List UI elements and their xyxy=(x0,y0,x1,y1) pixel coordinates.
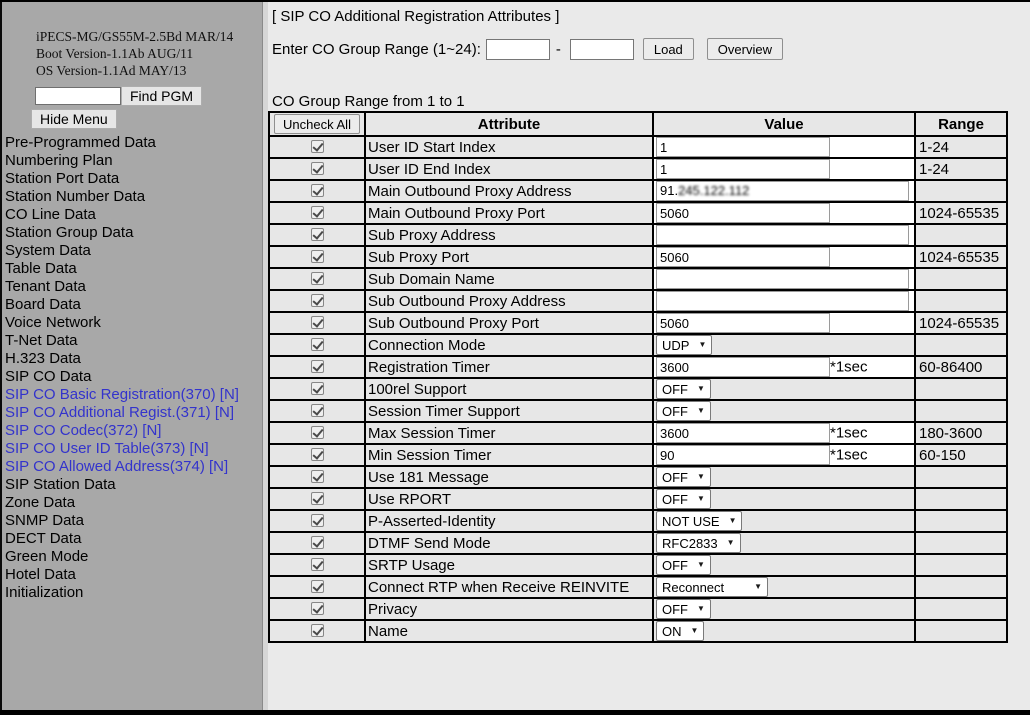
range-value: 1-24 xyxy=(915,136,1007,158)
value-cell xyxy=(653,378,915,400)
attribute-label: P-Asserted-Identity xyxy=(365,510,653,532)
select-value: Reconnect xyxy=(662,579,725,595)
value-select[interactable] xyxy=(656,379,711,399)
attribute-label: Sub Proxy Address xyxy=(365,224,653,246)
sidebar-item[interactable]: System Data xyxy=(5,242,91,259)
table-row xyxy=(269,136,1007,158)
sidebar-item[interactable]: CO Line Data xyxy=(5,206,96,223)
table-row xyxy=(269,356,1007,378)
sidebar xyxy=(0,2,262,710)
checkbox-cell xyxy=(269,334,365,356)
row-checkbox[interactable] xyxy=(311,162,324,175)
hide-menu-button[interactable]: Hide Menu xyxy=(31,109,117,129)
value-cell xyxy=(653,532,915,554)
checkbox-cell xyxy=(269,532,365,554)
value-input[interactable] xyxy=(656,423,830,443)
sidebar-item[interactable]: Green Mode xyxy=(5,548,89,565)
table-row xyxy=(269,598,1007,620)
sidebar-item[interactable]: SNMP Data xyxy=(5,512,84,529)
range-value: 1024-65535 xyxy=(915,312,1007,334)
checkbox-cell xyxy=(269,268,365,290)
value-column-header: Value xyxy=(653,112,915,136)
attribute-label: Use RPORT xyxy=(365,488,653,510)
value-cell xyxy=(653,488,915,510)
range-value: 60-150 xyxy=(915,444,1007,466)
range-value xyxy=(915,224,1007,246)
attribute-label: Connect RTP when Receive REINVITE xyxy=(365,576,653,598)
row-checkbox[interactable] xyxy=(311,448,324,461)
range-column-header: Range xyxy=(915,112,1007,136)
find-pgm-button[interactable]: Find PGM xyxy=(121,86,202,106)
table-row xyxy=(269,312,1007,334)
checkbox-cell xyxy=(269,378,365,400)
value-cell xyxy=(653,268,915,290)
sidebar-item[interactable]: SIP CO Allowed Address(374) [N] xyxy=(5,458,229,475)
value-input[interactable] xyxy=(656,159,830,179)
table-row xyxy=(269,422,1007,444)
unit-label: *1sec xyxy=(830,424,868,442)
value-cell xyxy=(653,224,915,246)
value-input[interactable] xyxy=(656,269,909,289)
table-row xyxy=(269,378,1007,400)
checkbox-cell xyxy=(269,422,365,444)
checkbox-cell xyxy=(269,400,365,422)
value-cell xyxy=(653,598,915,620)
dropdown-arrow-icon: ▼ xyxy=(697,384,705,393)
sidebar-item[interactable]: SIP CO Basic Registration(370) [N] xyxy=(5,386,239,403)
sidebar-item[interactable]: Initialization xyxy=(5,584,84,601)
sidebar-item[interactable]: Station Number Data xyxy=(5,188,146,205)
row-checkbox[interactable] xyxy=(311,492,324,505)
value-input[interactable] xyxy=(656,137,830,157)
checkbox-cell xyxy=(269,158,365,180)
select-value: OFF xyxy=(662,491,688,507)
dropdown-arrow-icon: ▼ xyxy=(697,560,705,569)
range-caption: CO Group Range from 1 to 1 xyxy=(272,93,465,110)
device-info xyxy=(36,28,262,79)
attribute-label: Sub Proxy Port xyxy=(365,246,653,268)
select-value: ON xyxy=(662,623,682,639)
value-select[interactable] xyxy=(656,335,712,355)
range-value xyxy=(915,554,1007,576)
value-cell xyxy=(653,510,915,532)
row-checkbox[interactable] xyxy=(311,624,324,637)
value-input[interactable] xyxy=(656,291,909,311)
attribute-label: Connection Mode xyxy=(365,334,653,356)
row-checkbox[interactable] xyxy=(311,580,324,593)
checkbox-cell xyxy=(269,576,365,598)
select-value: OFF xyxy=(662,469,688,485)
row-checkbox[interactable] xyxy=(311,536,324,549)
value-select[interactable] xyxy=(656,489,711,509)
load-button[interactable]: Load xyxy=(643,38,694,60)
table-row xyxy=(269,290,1007,312)
range-value: 1024-65535 xyxy=(915,246,1007,268)
checkbox-cell xyxy=(269,554,365,576)
sidebar-item[interactable]: SIP Station Data xyxy=(5,476,116,493)
attribute-label: Main Outbound Proxy Address xyxy=(365,180,653,202)
checkbox-cell xyxy=(269,598,365,620)
value-cell xyxy=(653,554,915,576)
uncheck-all-button[interactable]: Uncheck All xyxy=(274,114,360,134)
row-checkbox[interactable] xyxy=(311,140,324,153)
range-value xyxy=(915,620,1007,642)
value-cell xyxy=(653,290,915,312)
sidebar-item[interactable]: SIP CO User ID Table(373) [N] xyxy=(5,440,209,457)
range-value: 1-24 xyxy=(915,158,1007,180)
attribute-label: Privacy xyxy=(365,598,653,620)
device-model: iPECS-MG/GS55M-2.5Bd MAR/14 xyxy=(36,29,234,44)
checkbox-cell xyxy=(269,444,365,466)
value-cell xyxy=(653,334,915,356)
row-checkbox[interactable] xyxy=(311,558,324,571)
dropdown-arrow-icon: ▼ xyxy=(697,406,705,415)
value-cell xyxy=(653,422,915,444)
dropdown-arrow-icon: ▼ xyxy=(728,516,737,525)
sidebar-item[interactable]: Voice Network xyxy=(5,314,101,331)
value-visible-text: 91. xyxy=(660,183,679,198)
attribute-column-header: Attribute xyxy=(365,112,653,136)
range-value xyxy=(915,532,1007,554)
row-checkbox[interactable] xyxy=(311,228,324,241)
checkbox-cell xyxy=(269,290,365,312)
range-value xyxy=(915,488,1007,510)
dropdown-arrow-icon: ▼ xyxy=(697,604,705,613)
table-row xyxy=(269,444,1007,466)
table-row xyxy=(269,202,1007,224)
row-checkbox[interactable] xyxy=(311,382,324,395)
sidebar-item[interactable]: Pre-Programmed Data xyxy=(5,134,156,151)
unit-label: *1sec xyxy=(830,446,868,464)
checkbox-cell xyxy=(269,202,365,224)
window-bottom-edge xyxy=(0,710,1030,715)
window-top-edge xyxy=(0,0,1030,2)
checkbox-cell xyxy=(269,136,365,158)
sidebar-item[interactable]: Numbering Plan xyxy=(5,152,113,169)
page-title: [ SIP CO Additional Registration Attributes ] xyxy=(272,8,560,25)
table-row xyxy=(269,224,1007,246)
value-input[interactable] xyxy=(656,357,830,377)
checkbox-cell xyxy=(269,246,365,268)
table-row xyxy=(269,466,1007,488)
sidebar-item[interactable]: Station Port Data xyxy=(5,170,120,187)
sidebar-item[interactable]: Board Data xyxy=(5,296,81,313)
table-row xyxy=(269,510,1007,532)
range-value: 180-3600 xyxy=(915,422,1007,444)
os-version: OS Version-1.1Ad MAY/13 xyxy=(36,63,187,78)
value-select[interactable] xyxy=(656,599,711,619)
sidebar-item[interactable]: H.323 Data xyxy=(5,350,81,367)
find-pgm-input[interactable] xyxy=(35,87,121,105)
main-content xyxy=(268,2,1030,710)
value-select[interactable] xyxy=(656,533,741,553)
checkbox-cell xyxy=(269,466,365,488)
sidebar-item[interactable]: Station Group Data xyxy=(5,224,134,241)
attribute-label: User ID Start Index xyxy=(365,136,653,158)
row-checkbox[interactable] xyxy=(311,426,324,439)
value-select[interactable] xyxy=(656,467,711,487)
table-row xyxy=(269,246,1007,268)
value-cell xyxy=(653,444,915,466)
row-checkbox[interactable] xyxy=(311,514,324,527)
row-checkbox[interactable] xyxy=(311,272,324,285)
attribute-label: Session Timer Support xyxy=(365,400,653,422)
row-checkbox[interactable] xyxy=(311,184,324,197)
value-input[interactable] xyxy=(656,181,909,201)
value-cell xyxy=(653,576,915,598)
sidebar-item[interactable]: SIP CO Data xyxy=(5,368,92,385)
value-cell xyxy=(653,466,915,488)
range-separator: - xyxy=(555,40,561,58)
dropdown-arrow-icon: ▼ xyxy=(697,494,705,503)
row-checkbox[interactable] xyxy=(311,360,324,373)
value-select[interactable] xyxy=(656,401,711,421)
dropdown-arrow-icon: ▼ xyxy=(690,626,699,635)
value-input[interactable] xyxy=(656,225,909,245)
value-cell xyxy=(653,400,915,422)
boot-version: Boot Version-1.1Ab AUG/11 xyxy=(36,46,194,61)
checkbox-cell xyxy=(269,488,365,510)
range-value xyxy=(915,334,1007,356)
sidebar-item[interactable]: Tenant Data xyxy=(5,278,86,295)
table-row xyxy=(269,620,1007,642)
dropdown-arrow-icon: ▼ xyxy=(726,538,735,547)
value-cell xyxy=(653,158,915,180)
attribute-label: User ID End Index xyxy=(365,158,653,180)
attribute-label: Sub Outbound Proxy Port xyxy=(365,312,653,334)
checkbox-cell xyxy=(269,180,365,202)
value-cell xyxy=(653,180,915,202)
range-value xyxy=(915,268,1007,290)
redacted-text: 245.122.112 xyxy=(678,183,750,198)
range-value xyxy=(915,290,1007,312)
table-row xyxy=(269,180,1007,202)
row-checkbox[interactable] xyxy=(311,602,324,615)
sidebar-item[interactable]: T-Net Data xyxy=(5,332,78,349)
table-header-row xyxy=(269,112,1007,136)
checkbox-cell xyxy=(269,356,365,378)
dropdown-arrow-icon: ▼ xyxy=(754,582,762,591)
checkbox-cell xyxy=(269,510,365,532)
value-cell xyxy=(653,620,915,642)
overview-button[interactable]: Overview xyxy=(707,38,783,60)
table-row xyxy=(269,158,1007,180)
attribute-label: Registration Timer xyxy=(365,356,653,378)
find-pgm-row xyxy=(35,86,262,106)
checkbox-cell xyxy=(269,620,365,642)
range-value xyxy=(915,466,1007,488)
sidebar-item[interactable]: Table Data xyxy=(5,260,77,277)
range-value: 1024-65535 xyxy=(915,202,1007,224)
value-input[interactable] xyxy=(656,247,830,267)
attribute-label: Name xyxy=(365,620,653,642)
range-value: 60-86400 xyxy=(915,356,1007,378)
table-row xyxy=(269,268,1007,290)
row-checkbox[interactable] xyxy=(311,206,324,219)
attributes-table xyxy=(268,111,1008,643)
table-row xyxy=(269,488,1007,510)
table-row xyxy=(269,554,1007,576)
dropdown-arrow-icon: ▼ xyxy=(698,340,707,349)
attribute-label: Use 181 Message xyxy=(365,466,653,488)
select-value: UDP xyxy=(662,337,690,353)
range-form-label: Enter CO Group Range (1~24): xyxy=(272,40,481,58)
checkbox-cell xyxy=(269,312,365,334)
attribute-label: 100rel Support xyxy=(365,378,653,400)
attribute-label: Sub Outbound Proxy Address xyxy=(365,290,653,312)
value-select[interactable] xyxy=(656,511,742,531)
value-cell xyxy=(653,136,915,158)
value-input[interactable] xyxy=(656,203,830,223)
sidebar-menu xyxy=(5,134,245,602)
select-value: OFF xyxy=(662,381,688,397)
value-cell xyxy=(653,202,915,224)
range-value xyxy=(915,400,1007,422)
range-from-input[interactable] xyxy=(486,39,550,60)
select-value: RFC2833 xyxy=(662,535,718,551)
table-row xyxy=(269,532,1007,554)
attributes-table-body xyxy=(269,136,1007,642)
table-row xyxy=(269,576,1007,598)
attribute-label: Min Session Timer xyxy=(365,444,653,466)
unit-label: *1sec xyxy=(830,358,868,376)
attribute-label: SRTP Usage xyxy=(365,554,653,576)
uncheck-all-cell xyxy=(269,112,365,136)
value-select[interactable] xyxy=(656,577,768,597)
range-value xyxy=(915,576,1007,598)
attribute-label: DTMF Send Mode xyxy=(365,532,653,554)
table-row xyxy=(269,400,1007,422)
range-value xyxy=(915,180,1007,202)
attribute-label: Sub Domain Name xyxy=(365,268,653,290)
value-input[interactable] xyxy=(656,313,830,333)
value-select[interactable] xyxy=(656,621,704,641)
sidebar-item[interactable]: Zone Data xyxy=(5,494,76,511)
dropdown-arrow-icon: ▼ xyxy=(697,472,705,481)
row-checkbox[interactable] xyxy=(311,316,324,329)
select-value: OFF xyxy=(662,403,688,419)
select-value: OFF xyxy=(662,601,688,617)
co-group-range-form xyxy=(272,38,1030,60)
value-cell xyxy=(653,312,915,334)
value-cell xyxy=(653,356,915,378)
row-checkbox[interactable] xyxy=(311,470,324,483)
value-cell xyxy=(653,246,915,268)
value-input[interactable] xyxy=(656,445,830,465)
range-value xyxy=(915,378,1007,400)
range-value xyxy=(915,510,1007,532)
range-to-input[interactable] xyxy=(570,39,634,60)
sidebar-item[interactable]: Hotel Data xyxy=(5,566,76,583)
select-value: NOT USE xyxy=(662,513,720,529)
attribute-label: Main Outbound Proxy Port xyxy=(365,202,653,224)
sidebar-item[interactable]: DECT Data xyxy=(5,530,82,547)
table-row xyxy=(269,334,1007,356)
range-value xyxy=(915,598,1007,620)
sidebar-item[interactable]: SIP CO Additional Regist.(371) [N] xyxy=(5,404,234,421)
attribute-label: Max Session Timer xyxy=(365,422,653,444)
select-value: OFF xyxy=(662,557,688,573)
row-checkbox[interactable] xyxy=(311,294,324,307)
sidebar-item[interactable]: SIP CO Codec(372) [N] xyxy=(5,422,162,439)
row-checkbox[interactable] xyxy=(311,250,324,263)
value-select[interactable] xyxy=(656,555,711,575)
row-checkbox[interactable] xyxy=(311,404,324,417)
row-checkbox[interactable] xyxy=(311,338,324,351)
checkbox-cell xyxy=(269,224,365,246)
